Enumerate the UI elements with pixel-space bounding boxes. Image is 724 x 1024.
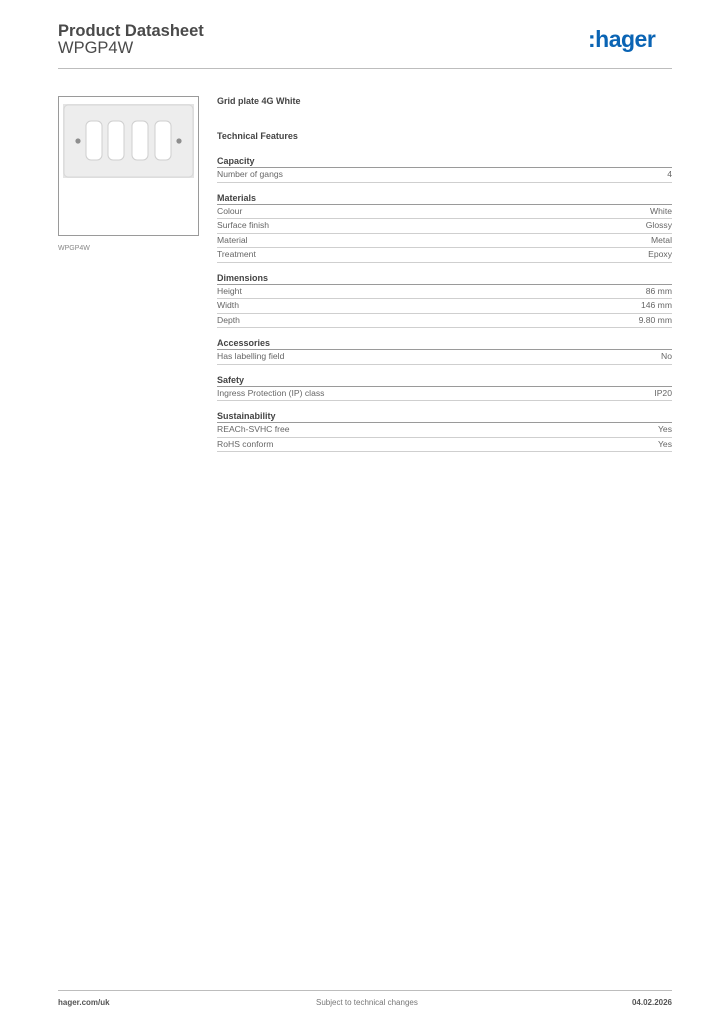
spec-value: 9.80 mm <box>638 314 672 325</box>
page-header <box>58 20 672 70</box>
spec-row <box>217 285 672 300</box>
spec-group-capacity <box>217 155 672 183</box>
spec-label: REACh-SVHC free <box>217 424 290 434</box>
spec-row <box>217 168 672 183</box>
spec-group-accessories <box>217 337 672 365</box>
spec-label: Ingress Protection (IP) class <box>217 387 325 398</box>
product-image-frame <box>58 96 199 236</box>
spec-label: Treatment <box>217 249 256 259</box>
footer-date: 04.02.2026 <box>631 998 672 1007</box>
group-title: Accessories <box>217 337 672 350</box>
spec-group-dimensions <box>217 272 672 329</box>
spec-label: Material <box>217 234 248 245</box>
spec-group-sustainability <box>217 410 672 452</box>
spec-label: Number of gangs <box>217 169 283 179</box>
spec-row <box>217 219 672 234</box>
footer-divider <box>58 990 672 991</box>
spec-value: Yes <box>657 438 672 449</box>
spec-value: White <box>650 205 672 216</box>
product-name: Grid plate 4G White <box>217 96 301 106</box>
product-code: WPGP4W <box>58 39 134 57</box>
spec-value: Metal <box>650 234 672 245</box>
spec-value: Epoxy <box>648 249 672 259</box>
grid-plate-4-gang-image <box>63 104 194 178</box>
spec-label: Has labelling field <box>217 351 285 361</box>
spec-row <box>217 205 672 220</box>
spec-group-materials <box>217 192 672 263</box>
spec-group-safety <box>217 374 672 402</box>
spec-label: RoHS conform <box>217 438 274 449</box>
svg-text::hager: :hager <box>588 26 656 52</box>
spec-label: Surface finish <box>217 220 270 230</box>
spec-row <box>217 438 672 453</box>
spec-value: IP20 <box>654 387 672 398</box>
spec-row <box>217 314 672 329</box>
spec-row <box>217 299 672 314</box>
spec-value: 86 mm <box>645 285 672 296</box>
footer-website-link[interactable]: hager.com/uk <box>58 998 110 1007</box>
group-title: Materials <box>217 192 672 205</box>
group-title: Safety <box>217 374 672 387</box>
spec-label: Width <box>217 300 239 310</box>
spec-value: Glossy <box>645 220 672 230</box>
spec-value: 4 <box>667 169 672 179</box>
spec-label: Height <box>217 285 242 296</box>
group-title: Dimensions <box>217 272 672 285</box>
page-footer <box>58 998 672 1012</box>
spec-row <box>217 350 672 365</box>
spec-value: 146 mm <box>640 300 672 310</box>
spec-value: No <box>661 351 672 361</box>
group-title: Capacity <box>217 155 672 168</box>
document-title: Product Datasheet <box>58 22 204 40</box>
spec-row <box>217 423 672 438</box>
group-title: Sustainability <box>217 410 672 423</box>
features-heading: Technical Features <box>217 131 298 141</box>
spec-row <box>217 234 672 249</box>
header-divider <box>58 68 672 69</box>
spec-label: Depth <box>217 314 240 325</box>
spec-section <box>217 95 672 452</box>
hager-logo <box>588 26 672 56</box>
spec-label: Colour <box>217 205 243 216</box>
spec-row <box>217 387 672 402</box>
footer-disclaimer: Subject to technical changes <box>316 998 418 1007</box>
image-caption: WPGP4W <box>58 245 90 252</box>
spec-value: Yes <box>657 424 672 434</box>
spec-row <box>217 248 672 263</box>
